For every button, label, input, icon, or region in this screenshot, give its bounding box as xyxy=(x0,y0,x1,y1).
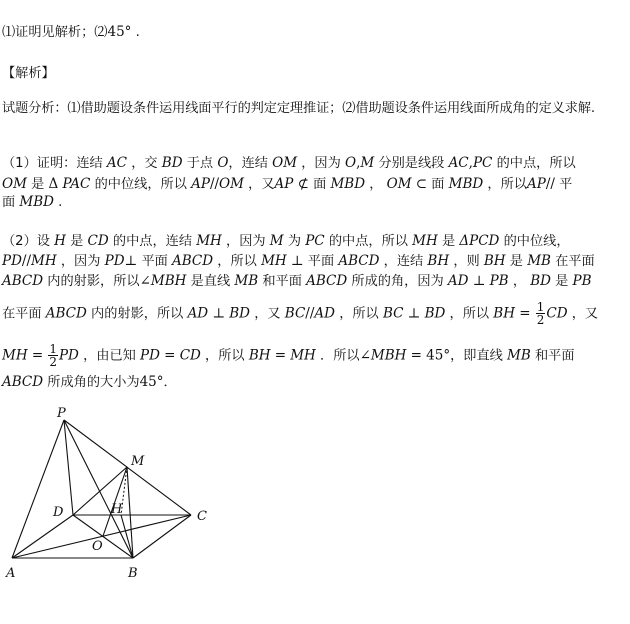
math: ⊥ xyxy=(212,305,226,322)
fraction-numerator: 1 xyxy=(536,300,545,314)
proof2-line3 xyxy=(2,272,592,291)
text: 的中位线，所以 xyxy=(94,177,187,192)
label-H: H xyxy=(111,502,123,517)
text: 所成的角，因为 xyxy=(351,274,444,289)
text: ． xyxy=(163,375,177,390)
math: O xyxy=(345,155,357,171)
math: BD xyxy=(424,305,446,322)
proof2-line2 xyxy=(2,252,595,271)
math: // xyxy=(21,253,32,269)
math: Δ xyxy=(48,176,59,192)
math: MH xyxy=(196,233,222,249)
math: AP xyxy=(274,176,294,192)
math: H xyxy=(54,233,66,249)
math: ⊥ xyxy=(290,253,304,269)
math: AD xyxy=(187,305,209,322)
math: MBD xyxy=(448,176,484,192)
text: 的中位线， xyxy=(503,234,570,249)
label-M: M xyxy=(131,454,145,469)
label-A: A xyxy=(6,566,16,581)
label-P: P xyxy=(57,406,66,421)
text: 的中点，连结 xyxy=(112,234,193,249)
math: // xyxy=(305,305,315,322)
text: 是 xyxy=(31,177,45,192)
math: OM xyxy=(2,176,27,192)
math: BH xyxy=(483,253,506,269)
text: ，所以 xyxy=(205,348,245,364)
math: ABCD xyxy=(45,305,87,322)
math: MH xyxy=(31,253,57,269)
label-C: C xyxy=(197,509,207,524)
math: ABCD xyxy=(2,273,44,289)
answer-end: . xyxy=(131,25,140,40)
math: ⊥ xyxy=(472,273,486,289)
text: 的中点，所以 xyxy=(328,234,408,249)
analysis-header: 【解析】 xyxy=(2,66,55,81)
math: PB xyxy=(572,273,592,289)
math: ∠MBH xyxy=(139,273,187,289)
proof2-line1 xyxy=(2,232,570,251)
text: 是 xyxy=(509,254,523,269)
text: ，因为 xyxy=(226,234,266,249)
math: = xyxy=(31,347,44,364)
answer-angle: 45° xyxy=(107,24,132,40)
text: ，交 xyxy=(131,156,158,171)
text: 内的射影，所以 xyxy=(91,306,184,322)
math: PC xyxy=(472,155,493,171)
text: 和平面 xyxy=(535,348,575,364)
text: 在平面 xyxy=(2,306,42,322)
text: 面 xyxy=(2,195,16,210)
math: // xyxy=(545,176,555,192)
math: MH xyxy=(412,233,438,249)
line-MB xyxy=(127,467,133,558)
proof2-line4 xyxy=(2,301,598,326)
math: = xyxy=(410,347,422,364)
math: BC xyxy=(382,305,404,322)
text: . xyxy=(58,195,63,210)
text: 是直线 xyxy=(190,274,231,289)
math: ABCD xyxy=(338,253,380,269)
math: PAC xyxy=(62,176,91,192)
text: ，所以 xyxy=(487,177,527,192)
math: M xyxy=(269,233,284,249)
text: 平面 xyxy=(307,254,335,269)
math: = xyxy=(164,347,176,364)
math: // xyxy=(209,176,220,192)
math: PD xyxy=(58,347,79,364)
math: M xyxy=(360,155,375,171)
fraction-denominator: 2 xyxy=(49,355,57,369)
math: PB xyxy=(489,273,509,289)
line-BD xyxy=(73,515,133,558)
text: ，连结 xyxy=(228,156,268,171)
math: MH xyxy=(261,253,287,269)
math: MB xyxy=(234,273,259,289)
math: AC xyxy=(448,155,469,171)
text: ，则 xyxy=(453,254,480,269)
text: 和平面 xyxy=(262,274,302,289)
text: 是 xyxy=(70,234,84,249)
math: MB xyxy=(507,347,531,364)
fraction-numerator: 1 xyxy=(49,342,57,356)
text: ，又 xyxy=(254,306,281,322)
text: 在平面 xyxy=(555,254,595,269)
math: MB xyxy=(527,253,551,269)
text: ，因为 xyxy=(301,156,341,171)
math: BD xyxy=(229,305,250,322)
proof2-line6 xyxy=(2,373,177,392)
math: ABCD xyxy=(172,253,214,269)
math: ABCD xyxy=(2,374,44,390)
edge-PA xyxy=(12,420,64,558)
math: BH xyxy=(248,347,271,364)
text: 面 xyxy=(431,177,445,192)
answer-text: ⑴证明见解析；⑵ xyxy=(2,25,108,40)
math: OM xyxy=(272,155,298,171)
text: ，连结 xyxy=(383,254,424,269)
math: = xyxy=(519,305,531,322)
math: MH xyxy=(290,347,316,364)
math: BD xyxy=(161,155,183,171)
math: MH xyxy=(2,347,28,364)
math: AD xyxy=(314,305,335,322)
proof1-line1: （1）证明：连结 AC ，交 BD 于点 O，连结 OM ，因为 O,M 分别是线段 AC,PC 的中点，所以 xyxy=(2,155,576,171)
math: BD xyxy=(530,273,551,289)
text: ．所以 xyxy=(320,348,360,364)
math: ABCD xyxy=(306,273,348,289)
text: ，由已知 xyxy=(83,348,136,364)
text: 分别是线段 xyxy=(378,156,445,171)
math: ∠MBH xyxy=(359,347,407,364)
math: 45° xyxy=(426,347,451,364)
text: 所成角的大小为 xyxy=(47,375,140,390)
label-B: B xyxy=(128,566,138,581)
math: AP xyxy=(191,176,210,192)
text: 是 xyxy=(555,274,569,289)
math: CD xyxy=(546,305,568,322)
math: BC xyxy=(284,305,306,322)
math: AC xyxy=(106,155,127,171)
text: ，所以 xyxy=(449,306,490,322)
text: 内的射影，所以 xyxy=(47,274,140,289)
math: PD xyxy=(2,253,22,269)
math: O xyxy=(217,155,229,171)
math: BH xyxy=(427,253,450,269)
math: ΔPCD xyxy=(459,233,500,249)
text: ，所以 xyxy=(217,254,257,269)
text: 于点 xyxy=(186,156,214,171)
answer-line xyxy=(2,23,140,42)
math: ⊄ xyxy=(297,176,309,192)
math: 45° xyxy=(139,374,164,390)
math: CD xyxy=(179,347,201,364)
label-D: D xyxy=(53,505,64,520)
text: 为 xyxy=(287,234,302,249)
proof2-line5 xyxy=(2,343,575,368)
math: PC xyxy=(305,233,325,249)
math: CD xyxy=(87,233,109,249)
text: 的中点，所以 xyxy=(496,156,576,171)
fraction-denominator: 2 xyxy=(536,313,545,327)
fraction-half xyxy=(536,301,546,326)
text: ， xyxy=(512,274,526,289)
text: （2）设 xyxy=(2,234,50,249)
math: ⊥ xyxy=(124,253,138,269)
math: OM xyxy=(219,176,244,192)
text: ，又 xyxy=(248,177,275,192)
text: 是 xyxy=(441,234,456,249)
text: 面 xyxy=(313,177,327,192)
text: 平面 xyxy=(141,254,168,269)
math: AP xyxy=(526,176,546,192)
text: ， xyxy=(369,177,383,192)
math: PD xyxy=(140,347,160,364)
edge-AD xyxy=(12,515,73,558)
proof1-line2 xyxy=(2,175,572,194)
fraction-half xyxy=(48,343,58,368)
text: ，即直线 xyxy=(450,348,503,364)
math: AD xyxy=(447,273,469,289)
text: （1）证明：连结 xyxy=(2,156,103,171)
math: ⊥ xyxy=(407,305,421,322)
math: MBD xyxy=(19,194,54,210)
math: PD xyxy=(104,253,125,269)
math: BH xyxy=(493,305,515,322)
text: ，所以 xyxy=(339,306,379,322)
text: 平 xyxy=(559,177,573,192)
text: ，因为 xyxy=(60,254,101,269)
math: = xyxy=(274,347,287,364)
math: OM xyxy=(386,176,412,192)
analysis-summary: 试题分析：⑴借助题设条件运用线面平行的判定定理推证；⑵借助题设条件运用线面所成角的定义求解. xyxy=(2,101,596,116)
pyramid-figure xyxy=(0,405,240,595)
label-O: O xyxy=(92,539,103,554)
text: ，又 xyxy=(571,306,599,322)
math: MBD xyxy=(330,176,366,192)
math: ⊂ xyxy=(415,176,428,192)
proof1-line3 xyxy=(2,193,62,212)
